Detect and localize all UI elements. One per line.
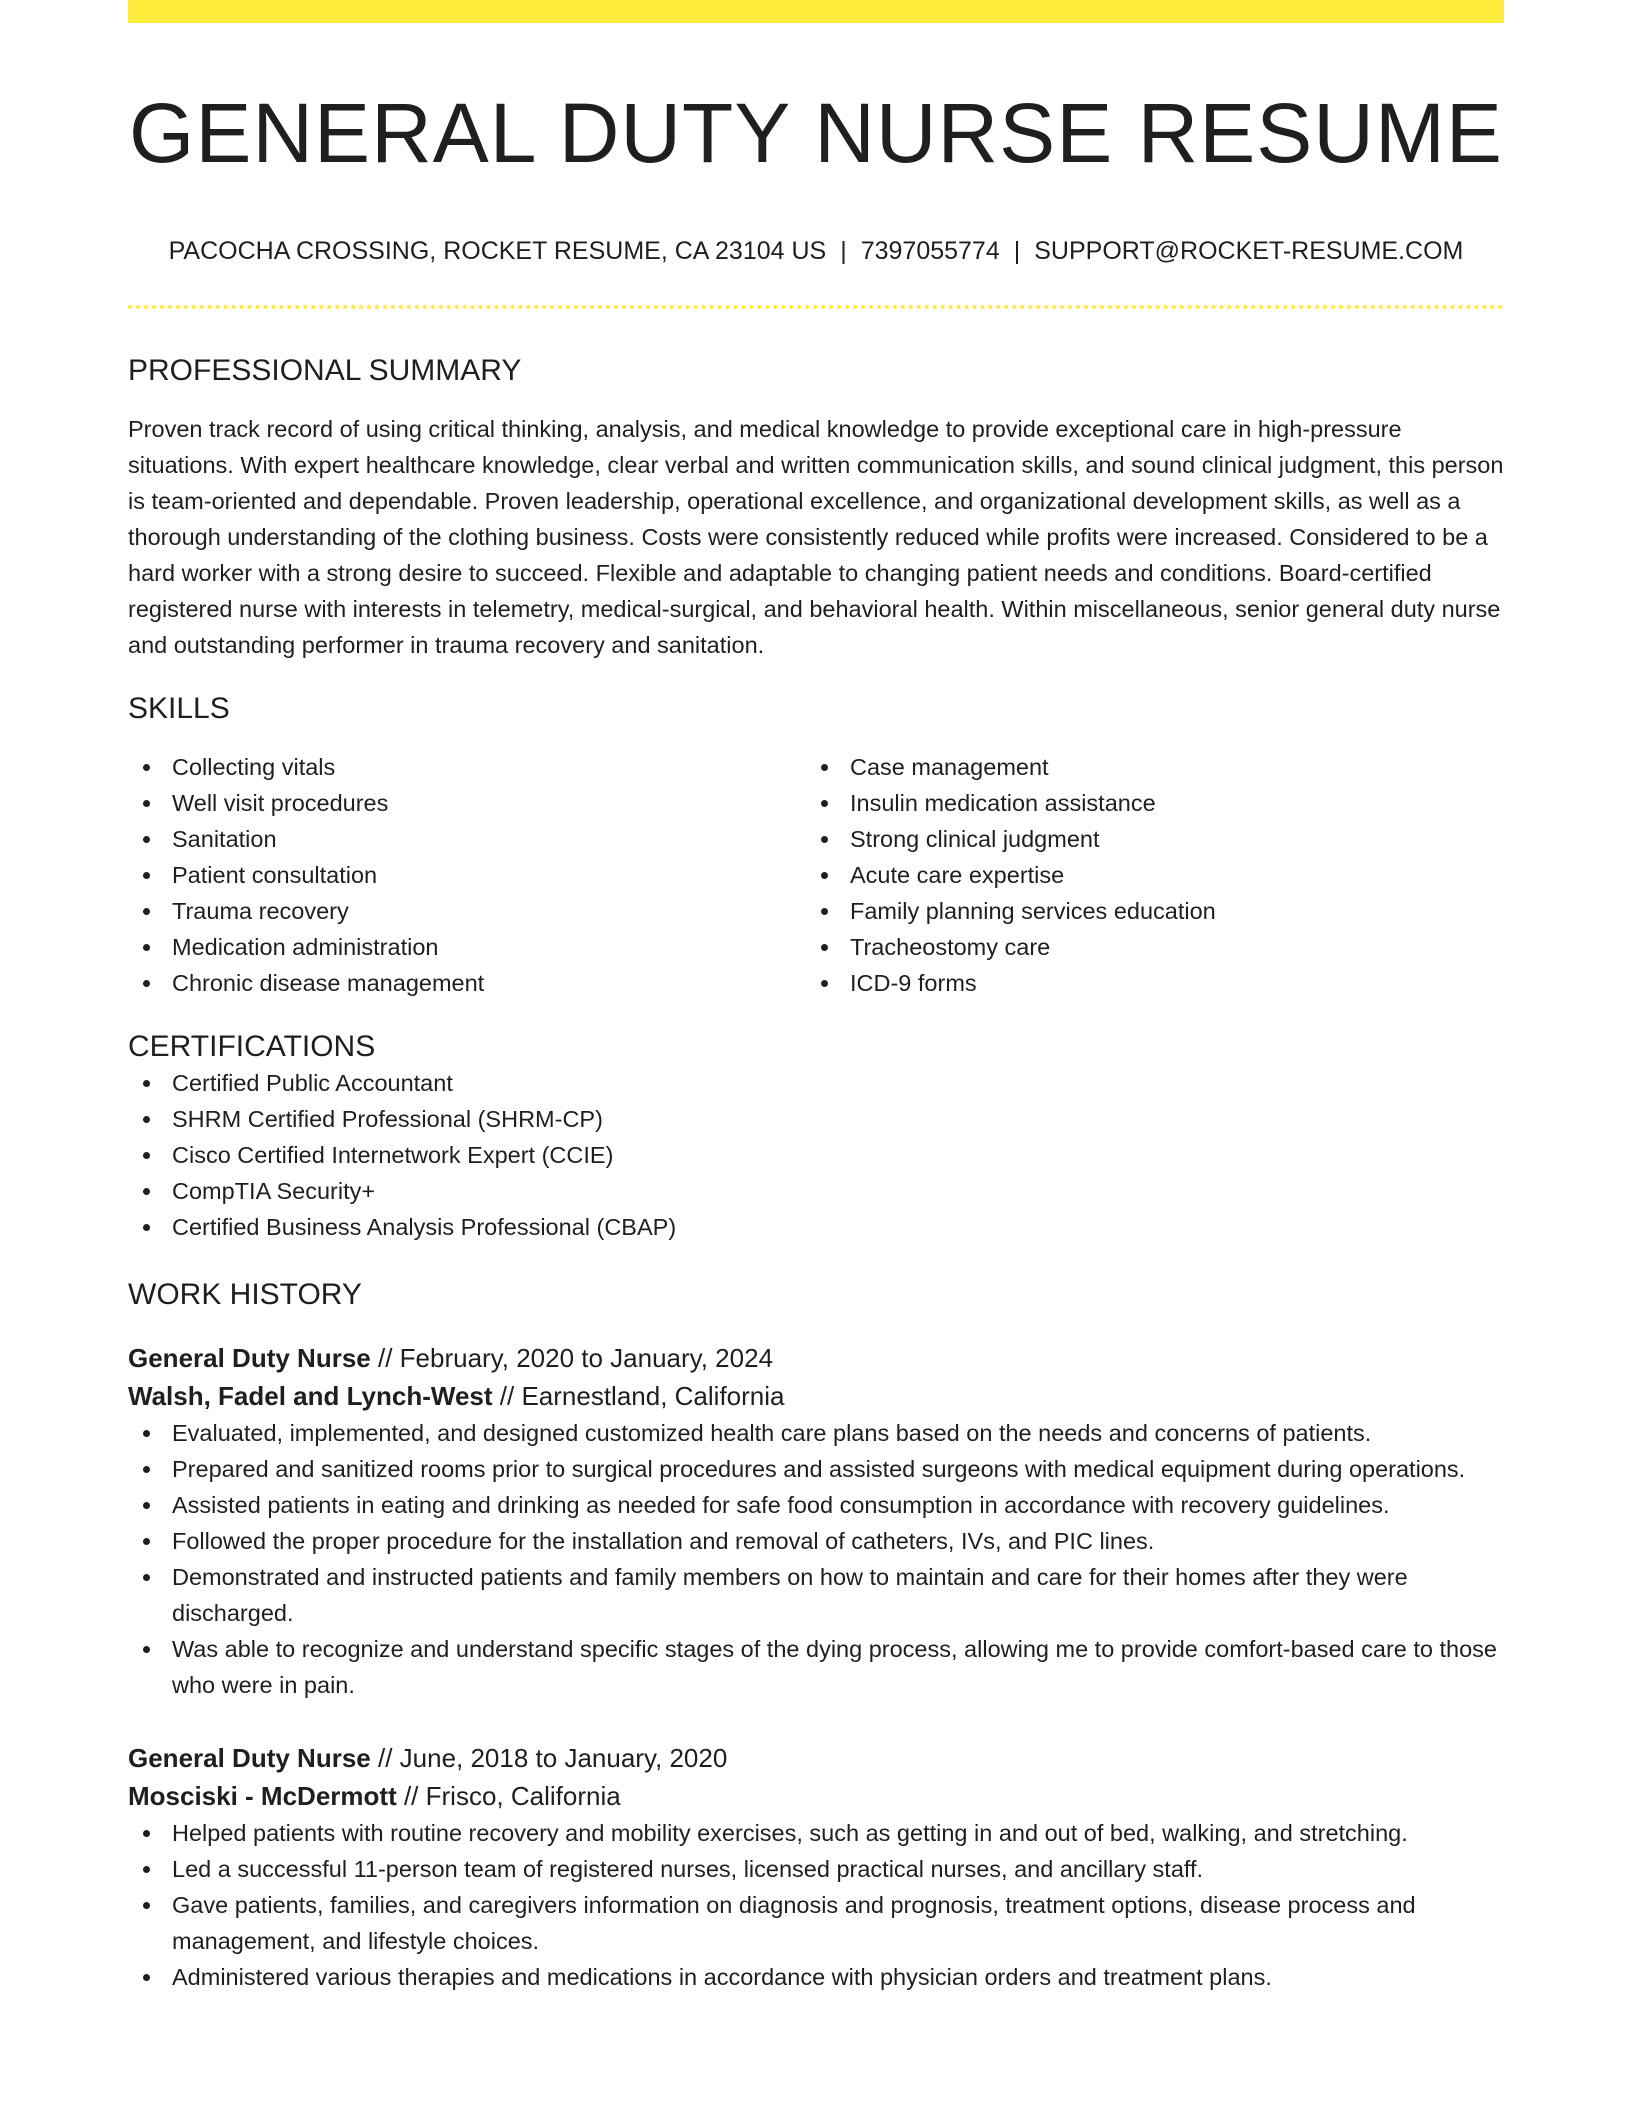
- job-company: Walsh, Fadel and Lynch-West: [128, 1381, 493, 1411]
- resume-page: [128, 0, 1504, 1995]
- contact-separator: |: [1013, 237, 1021, 265]
- skill-item: ICD-9 forms: [806, 965, 1484, 1001]
- skill-item: Insulin medication assistance: [806, 785, 1484, 821]
- job-bullet: Demonstrated and instructed patients and family members on how to maintain and care for their homes after they were discharged.: [128, 1559, 1504, 1631]
- dotted-divider: [128, 305, 1504, 309]
- job-bullet: Gave patients, families, and caregivers information on diagnosis and prognosis, treatment options, disease process and management, and lifestyle choices.: [128, 1887, 1504, 1959]
- skill-item: Tracheostomy care: [806, 929, 1484, 965]
- job-location: // Frisco, California: [396, 1781, 621, 1811]
- job-dates: // June, 2018 to January, 2020: [370, 1743, 728, 1773]
- job-company: Mosciski - McDermott: [128, 1781, 397, 1811]
- certification-item: Certified Public Accountant: [128, 1065, 1504, 1101]
- job-bullets: [128, 1415, 1504, 1703]
- job-bullet: Prepared and sanitized rooms prior to surgical procedures and assisted surgeons with medical equipment during operations.: [128, 1451, 1504, 1487]
- page-title: GENERAL DUTY NURSE RESUME: [129, 86, 1503, 180]
- skills-list-right: [806, 749, 1484, 1001]
- job-bullet: Administered various therapies and medications in accordance with physician orders and treatment plans.: [128, 1959, 1504, 1995]
- job-bullet: Led a successful 11-person team of registered nurses, licensed practical nurses, and ancillary staff.: [128, 1851, 1504, 1887]
- work-history-heading: WORK HISTORY: [128, 1278, 362, 1311]
- skill-item: Strong clinical judgment: [806, 821, 1484, 857]
- job-bullet: Was able to recognize and understand specific stages of the dying process, allowing me to provide comfort-based care to those who were in pain.: [128, 1631, 1504, 1703]
- skills-list-left: [128, 749, 806, 1001]
- skill-item: Acute care expertise: [806, 857, 1484, 893]
- job-bullet: Assisted patients in eating and drinking as needed for safe food consumption in accordance with recovery guidelines.: [128, 1487, 1504, 1523]
- certifications-heading: CERTIFICATIONS: [128, 1030, 376, 1063]
- job-title: General Duty Nurse: [128, 1343, 371, 1373]
- job-title-line: [128, 1739, 1504, 1777]
- job-title: General Duty Nurse: [128, 1743, 371, 1773]
- skills-heading: SKILLS: [128, 692, 230, 725]
- skills-grid: [128, 749, 1504, 1001]
- contact-phone: 7397055774: [860, 237, 1000, 265]
- contact-line: [128, 235, 1504, 267]
- job-title-line: [128, 1339, 1504, 1377]
- job-bullets: [128, 1815, 1504, 1995]
- contact-separator: |: [840, 237, 847, 265]
- job-company-line: [128, 1777, 1504, 1815]
- skill-item: Chronic disease management: [128, 965, 806, 1001]
- summary-text: Proven track record of using critical thinking, analysis, and medical knowledge to provide exceptional care in high-pressure situations. With expert healthcare knowledge, clear verbal and written communication skills, and sound clinical judgment, this person is team-oriented and dependable. Proven leadership, operational excellence, and organizational development skills, as well as a thorough understanding of the clothing business. Costs were consistently reduced while profits were increased. Considered to be a hard worker with a strong desire to succeed. Flexible and adaptable to changing patient needs and conditions. Board-certified registered nurse with interests in telemetry, medical-surgical, and behavioral health. Within miscellaneous, senior general duty nurse and outstanding performer in trauma recovery and sanitation.: [128, 416, 1504, 658]
- job-bullet: Evaluated, implemented, and designed customized health care plans based on the needs and concerns of patients.: [128, 1415, 1504, 1451]
- skill-item: Sanitation: [128, 821, 806, 857]
- job-bullet: Followed the proper procedure for the installation and removal of catheters, IVs, and PIC lines.: [128, 1523, 1504, 1559]
- certification-item: CompTIA Security+: [128, 1173, 1504, 1209]
- skill-item: Family planning services education: [806, 893, 1484, 929]
- job-company-line: [128, 1377, 1504, 1415]
- contact-email: SUPPORT@ROCKET-RESUME.COM: [1034, 237, 1464, 265]
- job-location: // Earnestland, California: [492, 1381, 785, 1411]
- job-entry: [128, 1339, 1504, 1703]
- certification-item: SHRM Certified Professional (SHRM-CP): [128, 1101, 1504, 1137]
- summary-heading: PROFESSIONAL SUMMARY: [128, 354, 522, 387]
- skill-item: Medication administration: [128, 929, 806, 965]
- contact-address: PACOCHA CROSSING, ROCKET RESUME, CA 23104 US: [168, 237, 827, 265]
- certification-item: Certified Business Analysis Professional (CBAP): [128, 1209, 1504, 1245]
- job-dates: // February, 2020 to January, 2024: [370, 1343, 774, 1373]
- certifications-list: [128, 1065, 1504, 1245]
- certification-item: Cisco Certified Internetwork Expert (CCIE): [128, 1137, 1504, 1173]
- skill-item: Case management: [806, 749, 1484, 785]
- job-entry: [128, 1739, 1504, 1995]
- skill-item: Trauma recovery: [128, 893, 806, 929]
- job-bullet: Helped patients with routine recovery and mobility exercises, such as getting in and out of bed, walking, and stretching.: [128, 1815, 1504, 1851]
- top-accent-bar: [128, 0, 1504, 23]
- skill-item: Patient consultation: [128, 857, 806, 893]
- skill-item: Well visit procedures: [128, 785, 806, 821]
- skill-item: Collecting vitals: [128, 749, 806, 785]
